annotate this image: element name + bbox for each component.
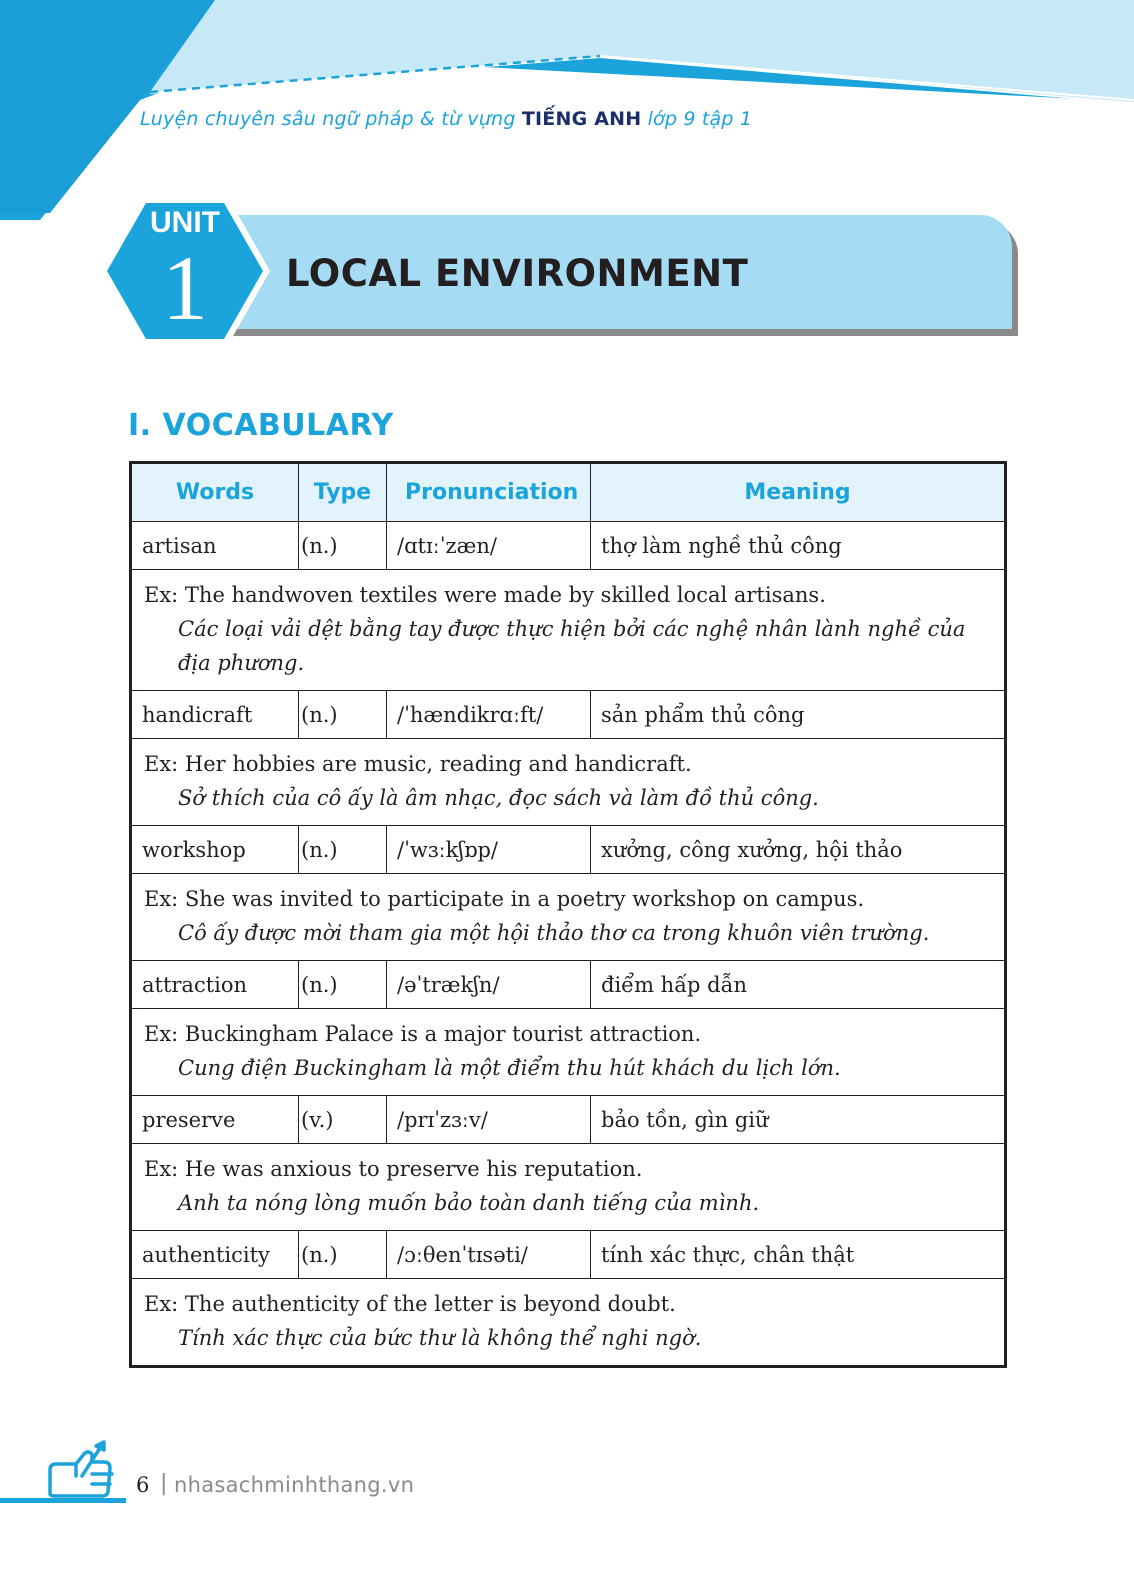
type-cell: (v.) bbox=[299, 1096, 387, 1144]
meaning-cell: xưởng, công xưởng, hội thảo bbox=[591, 826, 1006, 874]
footer-separator: | bbox=[160, 1471, 168, 1496]
series-emphasis: TIẾNG ANH bbox=[521, 108, 642, 130]
word-cell: attraction bbox=[131, 961, 299, 1009]
example-cell bbox=[131, 570, 1006, 691]
word-cell: authenticity bbox=[131, 1231, 299, 1279]
pronunciation-cell: /ɔːθenˈtɪsəti/ bbox=[387, 1231, 591, 1279]
series-suffix: lớp 9 tập 1 bbox=[647, 108, 753, 130]
header-meaning: Meaning bbox=[591, 463, 1006, 522]
website-link[interactable]: nhasachminhthang.vn bbox=[174, 1473, 415, 1497]
type-cell: (n.) bbox=[299, 1231, 387, 1279]
pronunciation-cell: /ˈhændikrɑːft/ bbox=[387, 691, 591, 739]
example-cell bbox=[131, 1279, 1006, 1367]
vocabulary-table bbox=[129, 461, 1007, 1368]
example-translation: Tính xác thực của bức thư là không thể nghi ngờ. bbox=[178, 1326, 702, 1350]
meaning-cell: tính xác thực, chân thật bbox=[591, 1231, 1006, 1279]
header-pronunciation: Pronunciation bbox=[387, 463, 591, 522]
example-cell bbox=[131, 1144, 1006, 1231]
example-translation: Cung điện Buckingham là một điểm thu hút khách du lịch lớn. bbox=[178, 1056, 841, 1080]
type-cell: (n.) bbox=[299, 691, 387, 739]
example-sentence: Ex: Buckingham Palace is a major tourist attraction. bbox=[144, 1022, 702, 1046]
table-header-row bbox=[131, 463, 1006, 522]
type-cell: (n.) bbox=[299, 522, 387, 570]
example-translation: Các loại vải dệt bằng tay được thực hiện bởi các nghệ nhân lành nghề của địa phương. bbox=[178, 617, 966, 675]
example-cell bbox=[131, 1009, 1006, 1096]
unit-label: UNIT bbox=[150, 206, 220, 239]
table-row bbox=[131, 1231, 1006, 1279]
example-row bbox=[131, 1009, 1006, 1096]
header-type: Type bbox=[299, 463, 387, 522]
example-row bbox=[131, 874, 1006, 961]
word-cell: handicraft bbox=[131, 691, 299, 739]
example-cell bbox=[131, 874, 1006, 961]
series-prefix: Luyện chuyên sâu ngữ pháp & từ vựng bbox=[140, 108, 516, 130]
example-translation: Cô ấy được mời tham gia một hội thảo thơ ca trong khuôn viên trường. bbox=[178, 921, 930, 945]
pronunciation-cell: /ˈwɜːkʃɒp/ bbox=[387, 826, 591, 874]
meaning-cell: bảo tồn, gìn giữ bbox=[591, 1096, 1006, 1144]
table-row bbox=[131, 826, 1006, 874]
word-cell: workshop bbox=[131, 826, 299, 874]
example-sentence: Ex: Her hobbies are music, reading and handicraft. bbox=[144, 752, 692, 776]
table-row bbox=[131, 1096, 1006, 1144]
table-row bbox=[131, 691, 1006, 739]
word-cell: preserve bbox=[131, 1096, 299, 1144]
example-sentence: Ex: He was anxious to preserve his reputation. bbox=[144, 1157, 643, 1181]
example-row bbox=[131, 570, 1006, 691]
example-sentence: Ex: She was invited to participate in a poetry workshop on campus. bbox=[144, 887, 865, 911]
pronunciation-cell: /əˈtrækʃn/ bbox=[387, 961, 591, 1009]
example-sentence: Ex: The authenticity of the letter is beyond doubt. bbox=[144, 1292, 676, 1316]
unit-number: 1 bbox=[162, 237, 208, 339]
table-row bbox=[131, 522, 1006, 570]
pronunciation-cell: /ɑtɪːˈzæn/ bbox=[387, 522, 591, 570]
type-cell: (n.) bbox=[299, 961, 387, 1009]
table-row bbox=[131, 961, 1006, 1009]
example-cell bbox=[131, 739, 1006, 826]
example-row bbox=[131, 1279, 1006, 1367]
series-title bbox=[140, 108, 752, 130]
example-translation: Anh ta nóng lòng muốn bảo toàn danh tiếng của mình. bbox=[178, 1191, 760, 1215]
footer-decoration bbox=[0, 1440, 1134, 1520]
unit-title: LOCAL ENVIRONMENT bbox=[286, 252, 749, 295]
example-translation: Sở thích của cô ấy là âm nhạc, đọc sách và làm đồ thủ công. bbox=[178, 786, 819, 810]
meaning-cell: thợ làm nghề thủ công bbox=[591, 522, 1006, 570]
example-sentence: Ex: The handwoven textiles were made by skilled local artisans. bbox=[144, 583, 826, 607]
example-row bbox=[131, 739, 1006, 826]
example-row bbox=[131, 1144, 1006, 1231]
writing-hand-icon bbox=[50, 1442, 112, 1496]
pronunciation-cell: /prɪˈzɜːv/ bbox=[387, 1096, 591, 1144]
word-cell: artisan bbox=[131, 522, 299, 570]
page-number: 6 bbox=[136, 1473, 150, 1497]
header-words: Words bbox=[131, 463, 299, 522]
meaning-cell: sản phẩm thủ công bbox=[591, 691, 1006, 739]
type-cell: (n.) bbox=[299, 826, 387, 874]
meaning-cell: điểm hấp dẫn bbox=[591, 961, 1006, 1009]
section-title: I. VOCABULARY bbox=[128, 408, 394, 443]
